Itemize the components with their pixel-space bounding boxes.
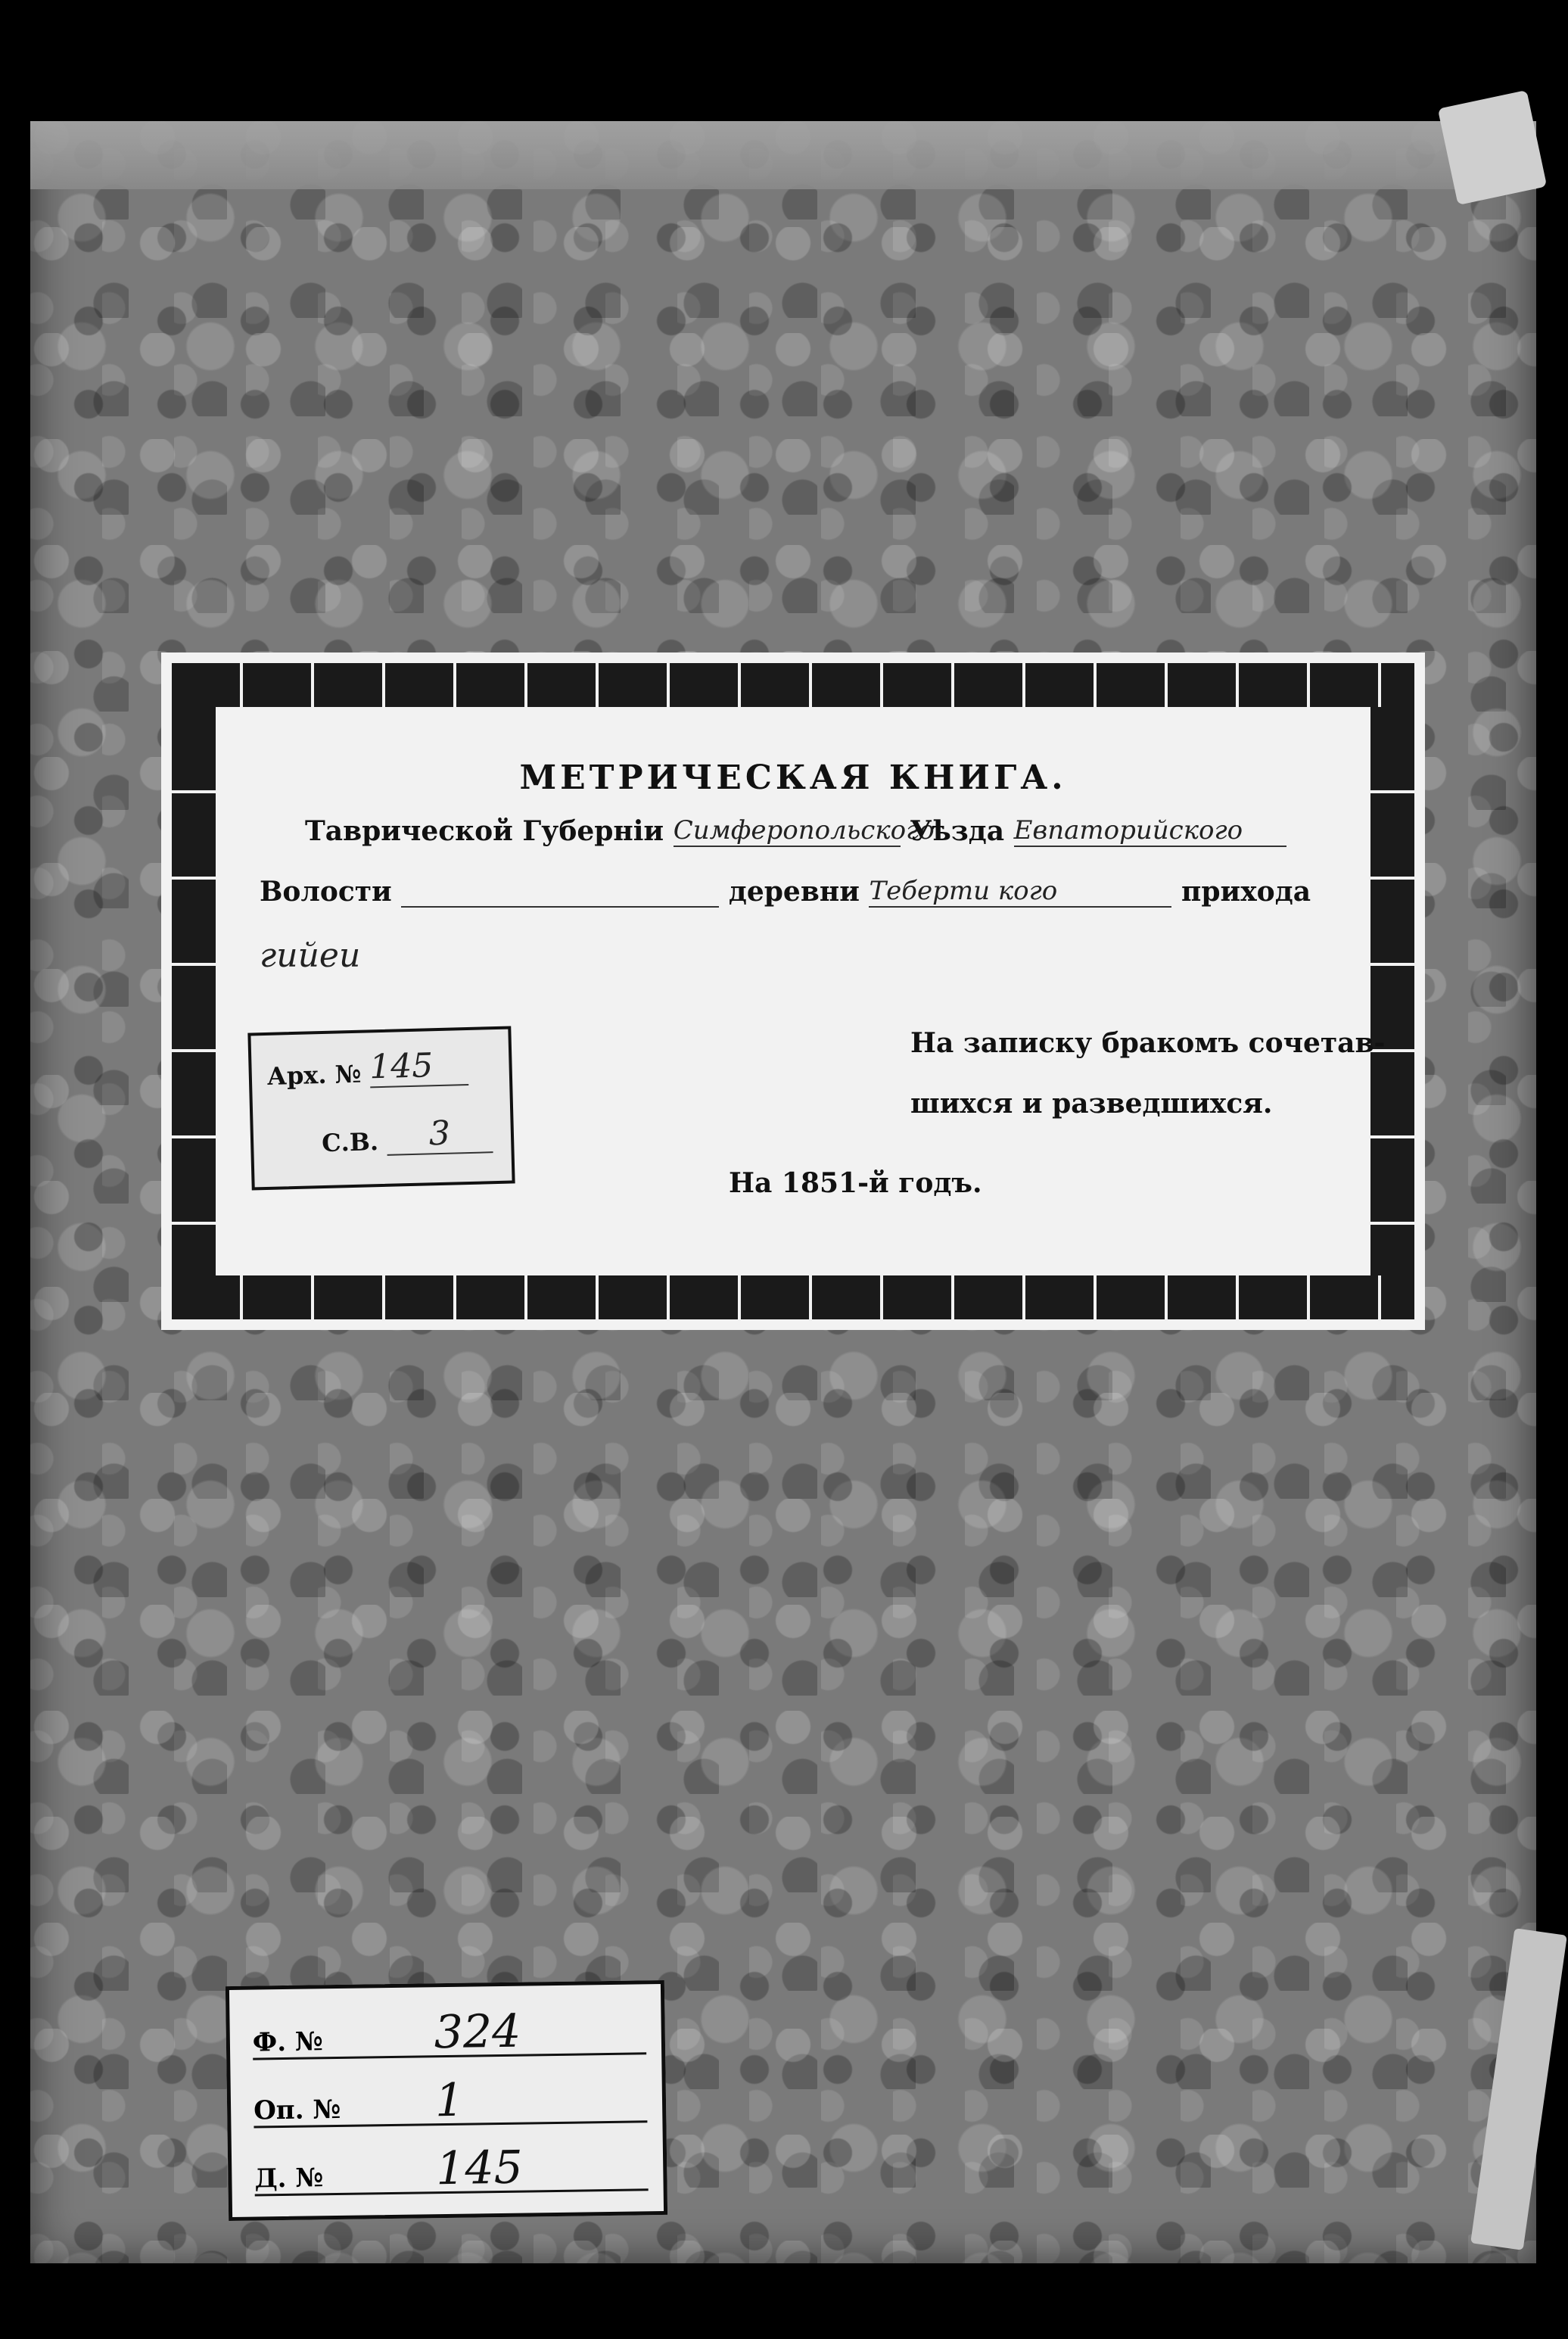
volost-blank xyxy=(401,906,719,908)
prihoda-word: прихода xyxy=(1181,876,1311,908)
archive-number-row xyxy=(266,1045,468,1091)
archive-number-value: 145 xyxy=(369,1045,468,1088)
opis-row xyxy=(253,2067,647,2128)
opis-value: 1 xyxy=(434,2073,465,2128)
delo-row xyxy=(254,2135,649,2196)
fond-key: Ф. № xyxy=(252,2026,324,2058)
handwritten-note: гийеи xyxy=(260,936,361,975)
uezd-handwritten: Евпаторийского xyxy=(1014,815,1286,847)
ornament-border-bottom xyxy=(172,1275,1414,1319)
year-suffix: -й годъ. xyxy=(857,1167,982,1199)
uezd-word: Уѣзда xyxy=(910,815,1005,847)
ornament-border-right xyxy=(1370,707,1414,1275)
ornament-border-top xyxy=(172,663,1414,707)
province-line xyxy=(305,815,1286,847)
derevni-handwritten: Теберти кого xyxy=(869,876,1171,908)
volost-word: Волости xyxy=(260,876,392,908)
opis-key: Оп. № xyxy=(253,2094,341,2126)
archive-stamp xyxy=(247,1026,515,1190)
fond-stamp xyxy=(226,1980,667,2221)
handwritten-line xyxy=(260,936,360,975)
fond-row xyxy=(252,1999,646,2060)
delo-key: Д. № xyxy=(254,2163,324,2194)
year-prefix: На xyxy=(729,1167,773,1199)
cover-top-strip xyxy=(30,121,1536,189)
fond-value: 324 xyxy=(434,2004,521,2060)
archive-sv-value: 3 xyxy=(386,1113,493,1156)
archive-sv-row xyxy=(321,1113,493,1157)
archive-number-label: Арх. № xyxy=(266,1059,362,1091)
year-value: 1851 xyxy=(781,1167,858,1199)
ornament-border-left xyxy=(172,707,216,1275)
title-label xyxy=(161,652,1425,1330)
province-prefix: Таврической Губерніи xyxy=(305,815,664,847)
derevni-word: деревни xyxy=(728,876,860,908)
archive-sv-label: С.В. xyxy=(321,1127,379,1158)
purpose-line-2: шихся и разведшихся. xyxy=(910,1088,1273,1120)
book-title: МЕТРИЧЕСКАЯ КНИГА. xyxy=(519,758,1067,797)
torn-corner xyxy=(1438,90,1547,205)
province-handwritten: Симферопольского xyxy=(673,815,935,846)
volost-line xyxy=(260,876,1311,908)
delo-value: 145 xyxy=(435,2141,524,2196)
purpose-line-1: На записку бракомъ сочетав- xyxy=(910,1027,1386,1059)
year-line xyxy=(729,1167,982,1199)
